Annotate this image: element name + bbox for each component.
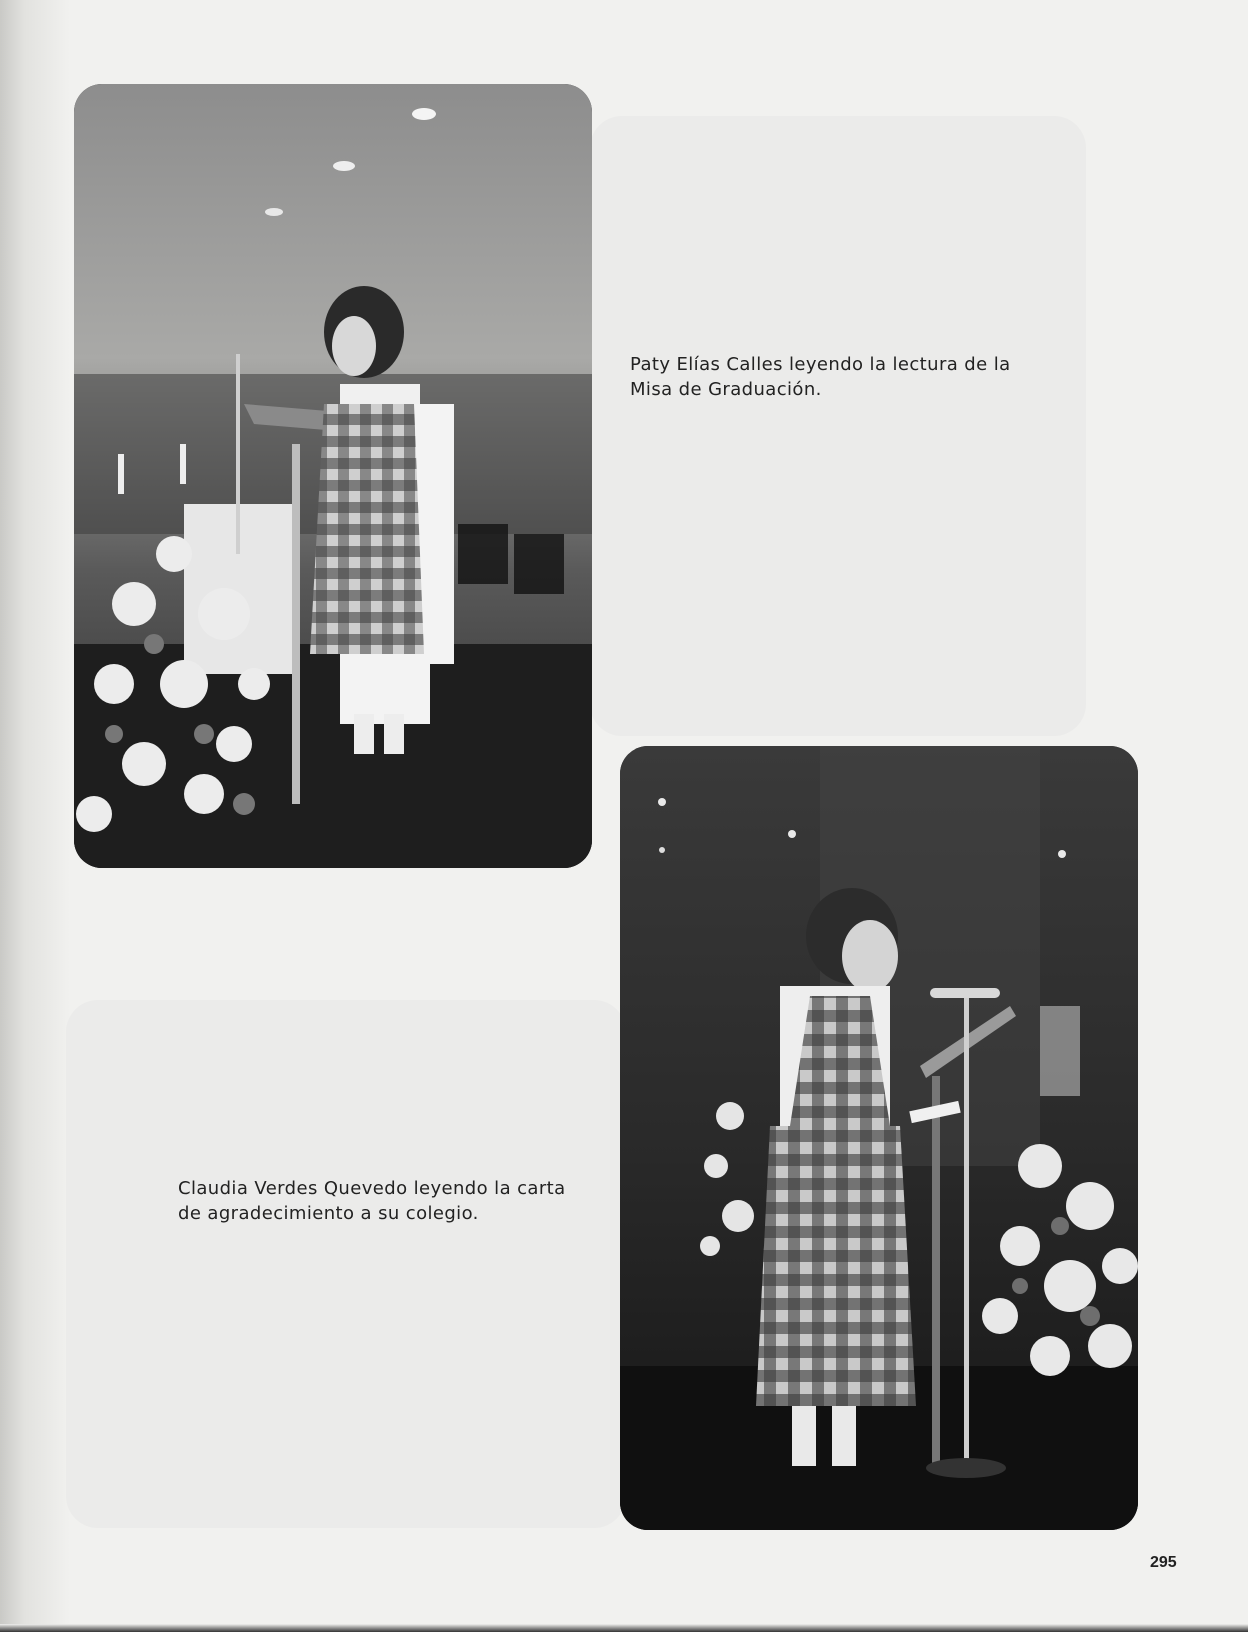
- photo-paty-reading: [74, 84, 592, 868]
- caption-panel-bottom: [66, 1000, 626, 1528]
- photo-paty-reading-image: [74, 84, 592, 868]
- caption-paty-line-1: Paty Elías Calles leyendo la lectura de la: [630, 354, 1011, 375]
- page-number: 295: [1150, 1554, 1177, 1571]
- caption-paty: [630, 352, 1050, 402]
- caption-paty-line-2: Misa de Graduación.: [630, 379, 822, 400]
- page-bottom-edge: [0, 1624, 1248, 1632]
- caption-claudia: [178, 1176, 598, 1226]
- caption-claudia-line-2: de agradecimiento a su colegio.: [178, 1203, 479, 1224]
- page-binding-shadow: [0, 0, 70, 1632]
- photo-claudia-reading: [620, 746, 1138, 1530]
- photo-claudia-reading-image: [620, 746, 1138, 1530]
- caption-claudia-line-1: Claudia Verdes Quevedo leyendo la carta: [178, 1178, 566, 1199]
- caption-panel-top: [590, 116, 1086, 736]
